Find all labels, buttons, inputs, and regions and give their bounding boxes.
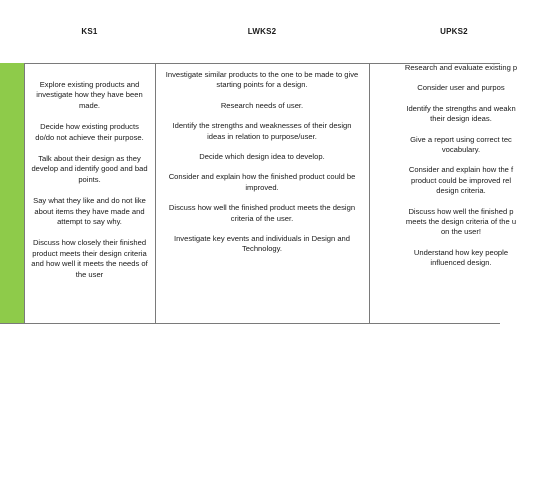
lwks2-item: Research needs of user. bbox=[220, 100, 304, 110]
column-upks2 bbox=[369, 63, 549, 323]
upks2-item: Identify the strengths and weakn their design ideas. bbox=[406, 103, 516, 124]
upks2-item: Research and evaluate existing p bbox=[404, 63, 518, 72]
upks2-item: Give a report using correct tec vocabulary. bbox=[410, 134, 512, 155]
ks1-item: Say what they like and do not like about items they have made and attempt to say why. bbox=[33, 196, 146, 227]
lwks2-item: Investigate key events and individuals in Design and Technology. bbox=[173, 234, 351, 254]
lwks2-item: Discuss how well the finished product meets the design criteria of the user. bbox=[168, 203, 356, 223]
ks1-item: Discuss how closely their finished product meets their design criteria and how well it meets the needs of the user bbox=[31, 238, 148, 279]
green-side-bar bbox=[0, 63, 24, 323]
lwks2-item: Investigate similar products to the one to be made to give starting points for a design. bbox=[165, 70, 359, 90]
column-divider bbox=[369, 63, 370, 323]
column-divider bbox=[24, 63, 25, 323]
upks2-item: Consider user and purpos bbox=[417, 83, 505, 93]
header-lwks2: LWKS2 bbox=[247, 27, 277, 36]
upks2-item: Discuss how well the finished p meets the design criteria of the u on the user! bbox=[405, 206, 517, 237]
table-bottom-border bbox=[0, 323, 500, 324]
header-upks2: UPKS2 bbox=[440, 27, 468, 36]
column-lwks2 bbox=[155, 63, 369, 323]
upks2-item: Understand how key people influenced design. bbox=[413, 247, 509, 268]
ks1-item: Talk about their design as they develop and identify good and bad points. bbox=[31, 154, 148, 184]
header-ks1: KS1 bbox=[81, 27, 98, 36]
lwks2-item: Decide which design idea to develop. bbox=[199, 152, 325, 162]
column-ks1 bbox=[24, 63, 155, 323]
lwks2-item: Identify the strengths and weaknesses of their design ideas in relation to purpose/user. bbox=[172, 121, 352, 141]
upks2-item: Consider and explain how the f product could be improved rel design criteria. bbox=[408, 165, 514, 196]
lwks2-item: Consider and explain how the finished product could be improved. bbox=[168, 172, 356, 192]
ks1-item: Decide how existing products do/do not achieve their purpose. bbox=[35, 122, 144, 142]
column-divider bbox=[155, 63, 156, 323]
ks1-item: Explore existing products and investigate how they have been made. bbox=[36, 80, 143, 110]
